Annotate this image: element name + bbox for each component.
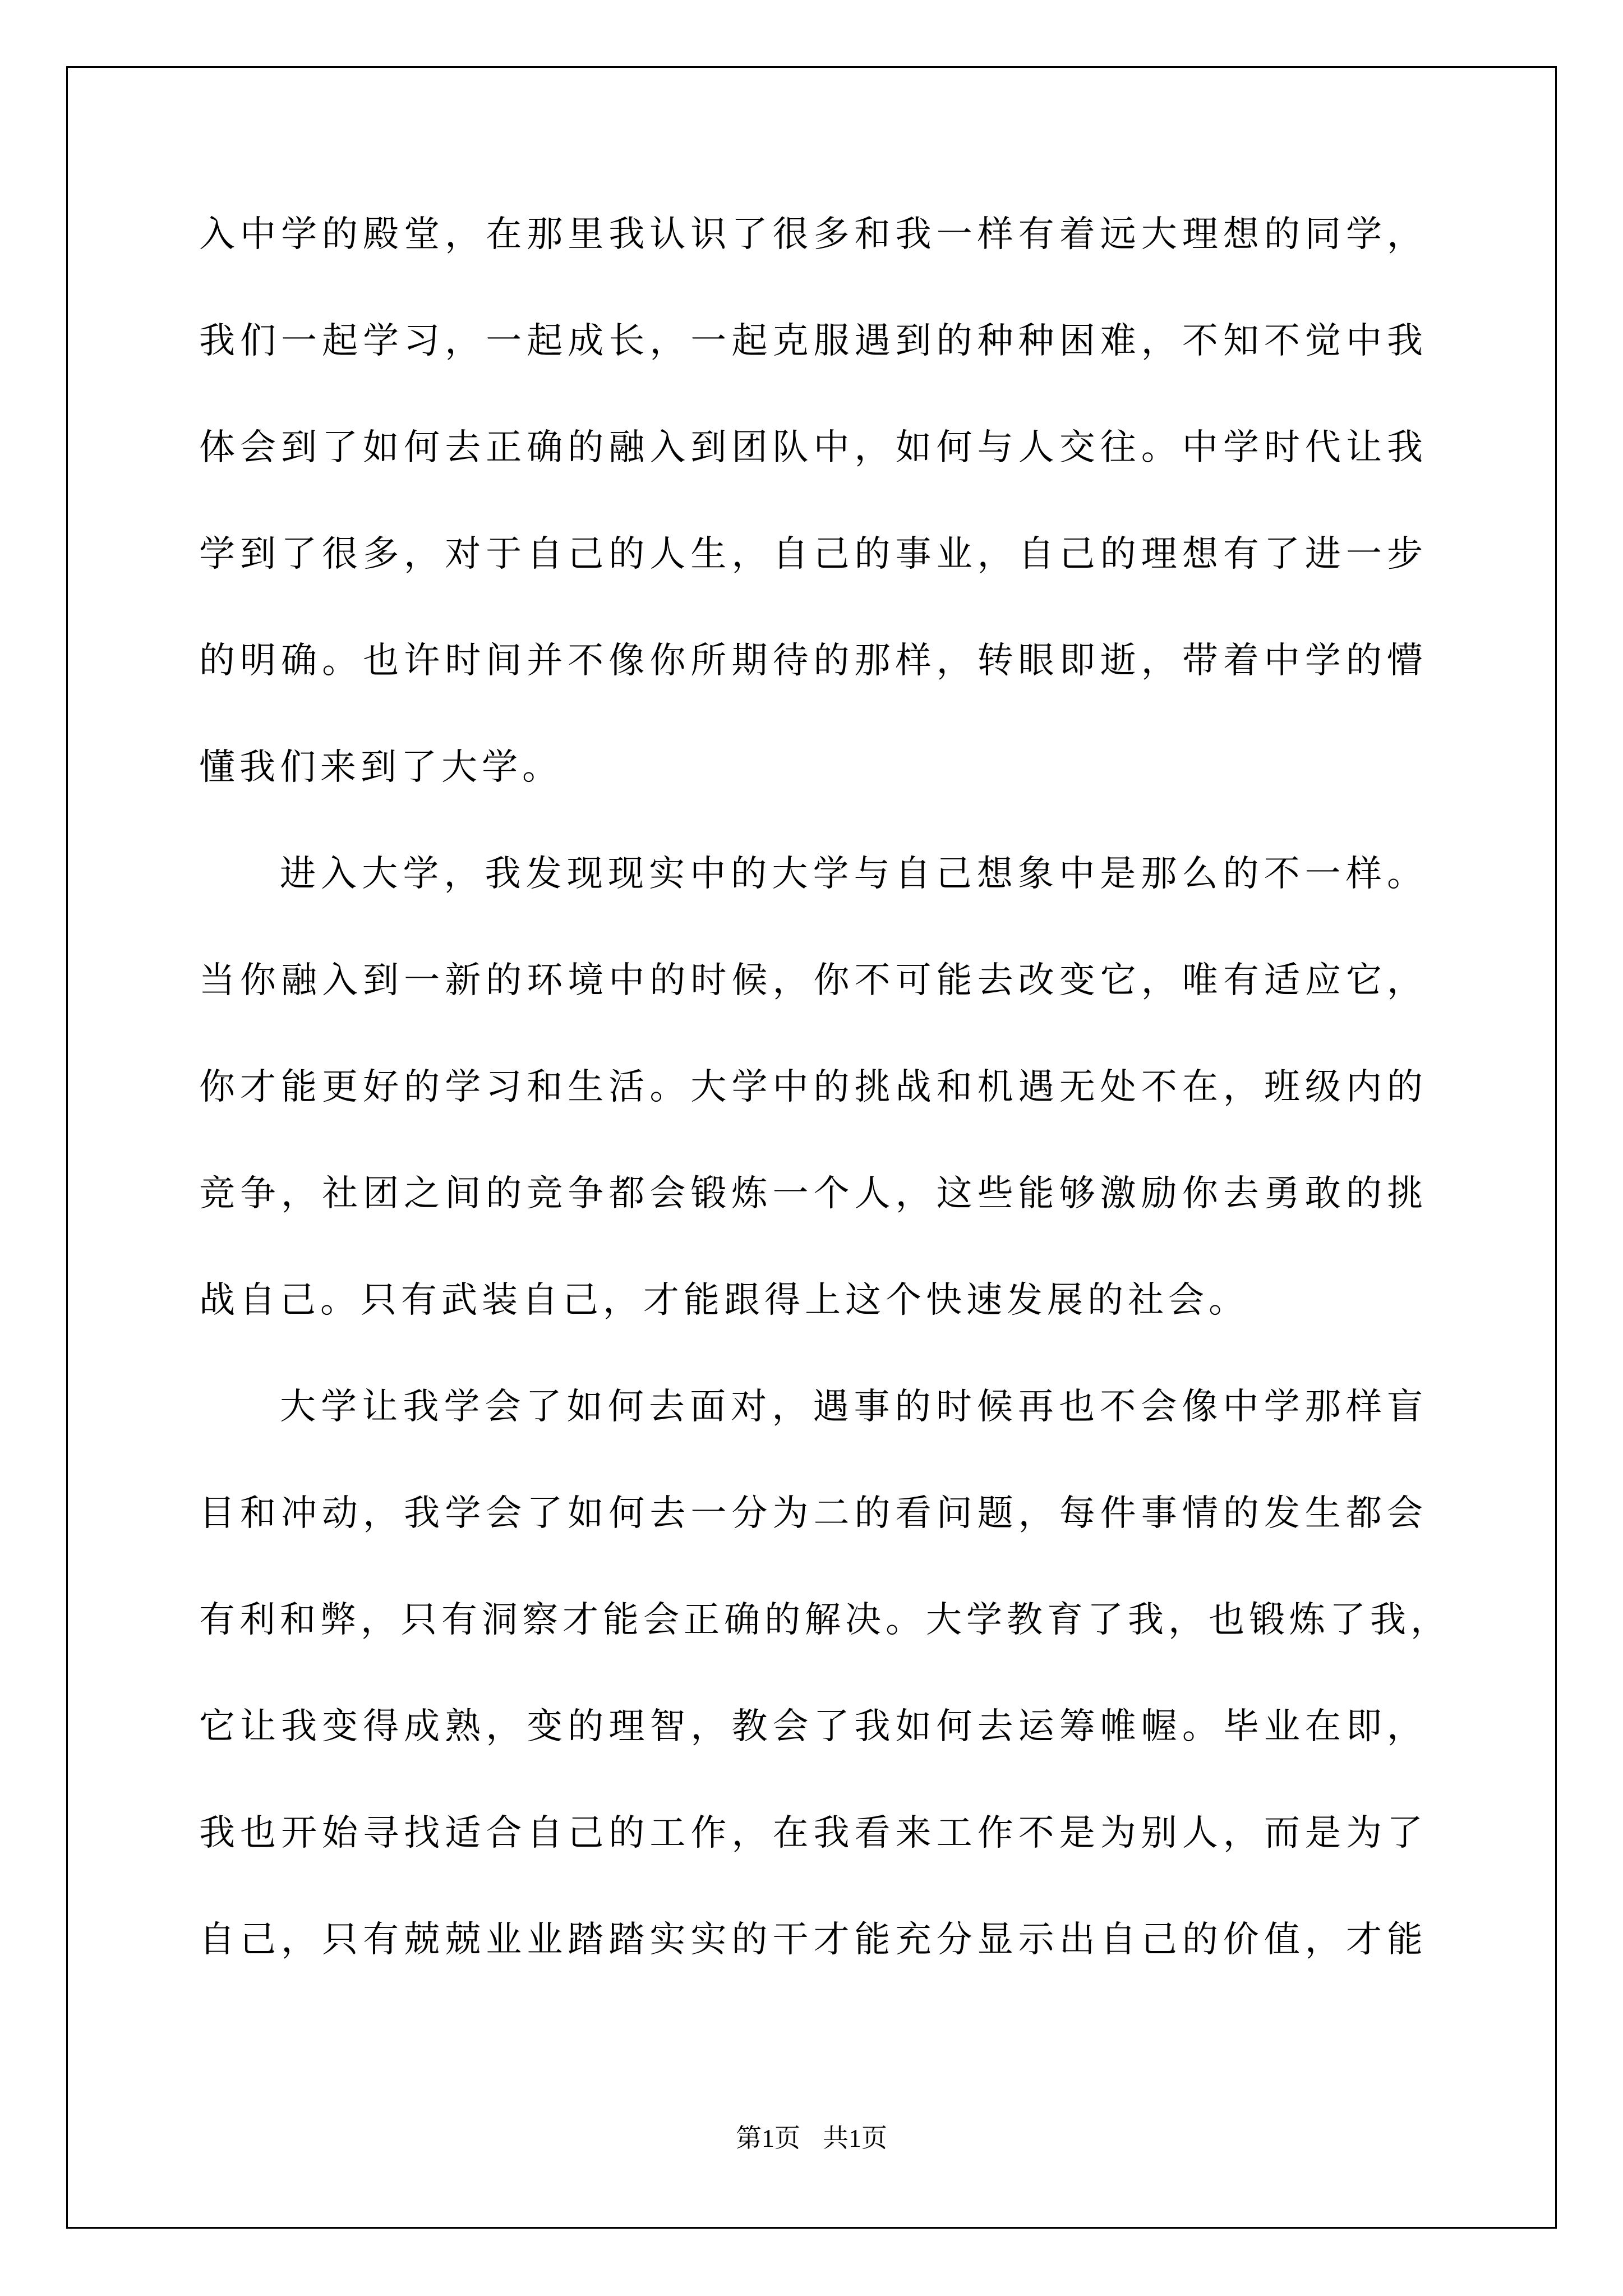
text-line: 战自己。只有武装自己，才能跟得上这个快速发展的社会。 [199, 1280, 1249, 1321]
text-line: 有利和弊，只有洞察才能会正确的解决。大学教育了我，也锻炼了我， [199, 1599, 1451, 1641]
text-line: 我们一起学习，一起成长，一起克服遇到的种种困难，不知不觉中我 [199, 320, 1427, 362]
text-line: 你才能更好的学习和生活。大学中的挑战和机遇无处不在，班级内的 [199, 1066, 1427, 1108]
page-total: 共1页 [823, 2124, 887, 2152]
page-number: 第1页 [736, 2124, 800, 2152]
text-line: 懂我们来到了大学。 [199, 747, 562, 788]
text-line: 的明确。也许时间并不像你所期待的那样，转眼即逝，带着中学的懵 [199, 640, 1427, 682]
document-body [199, 208, 1451, 2019]
text-line: 目和冲动，我学会了如何去一分为二的看问题，每件事情的发生都会 [199, 1493, 1427, 1534]
text-line: 当你融入到一新的环境中的时候，你不可能去改变它，唯有适应它， [199, 960, 1427, 1001]
text-line: 入中学的殿堂，在那里我认识了很多和我一样有着远大理想的同学， [199, 214, 1427, 255]
text-line: 体会到了如何去正确的融入到团队中，如何与人交往。中学时代让我 [199, 427, 1427, 468]
text-line: 它让我变得成熟，变的理智，教会了我如何去运筹帷幄。毕业在即， [199, 1706, 1427, 1747]
text-line: 竞争，社团之间的竞争都会锻炼一个人，这些能够激励你去勇敢的挑 [199, 1173, 1427, 1214]
text-line: 进入大学，我发现现实中的大学与自己想象中是那么的不一样。 [280, 853, 1427, 895]
text-line: 自己，只有兢兢业业踏踏实实的干才能充分显示出自己的价值，才能 [199, 1919, 1427, 1961]
page-footer [0, 2118, 1623, 2155]
text-line: 我也开始寻找适合自己的工作，在我看来工作不是为别人，而是为了 [199, 1812, 1427, 1854]
text-line: 学到了很多，对于自己的人生，自己的事业，自己的理想有了进一步 [199, 533, 1427, 575]
text-line: 大学让我学会了如何去面对，遇事的时候再也不会像中学那样盲 [280, 1386, 1427, 1428]
